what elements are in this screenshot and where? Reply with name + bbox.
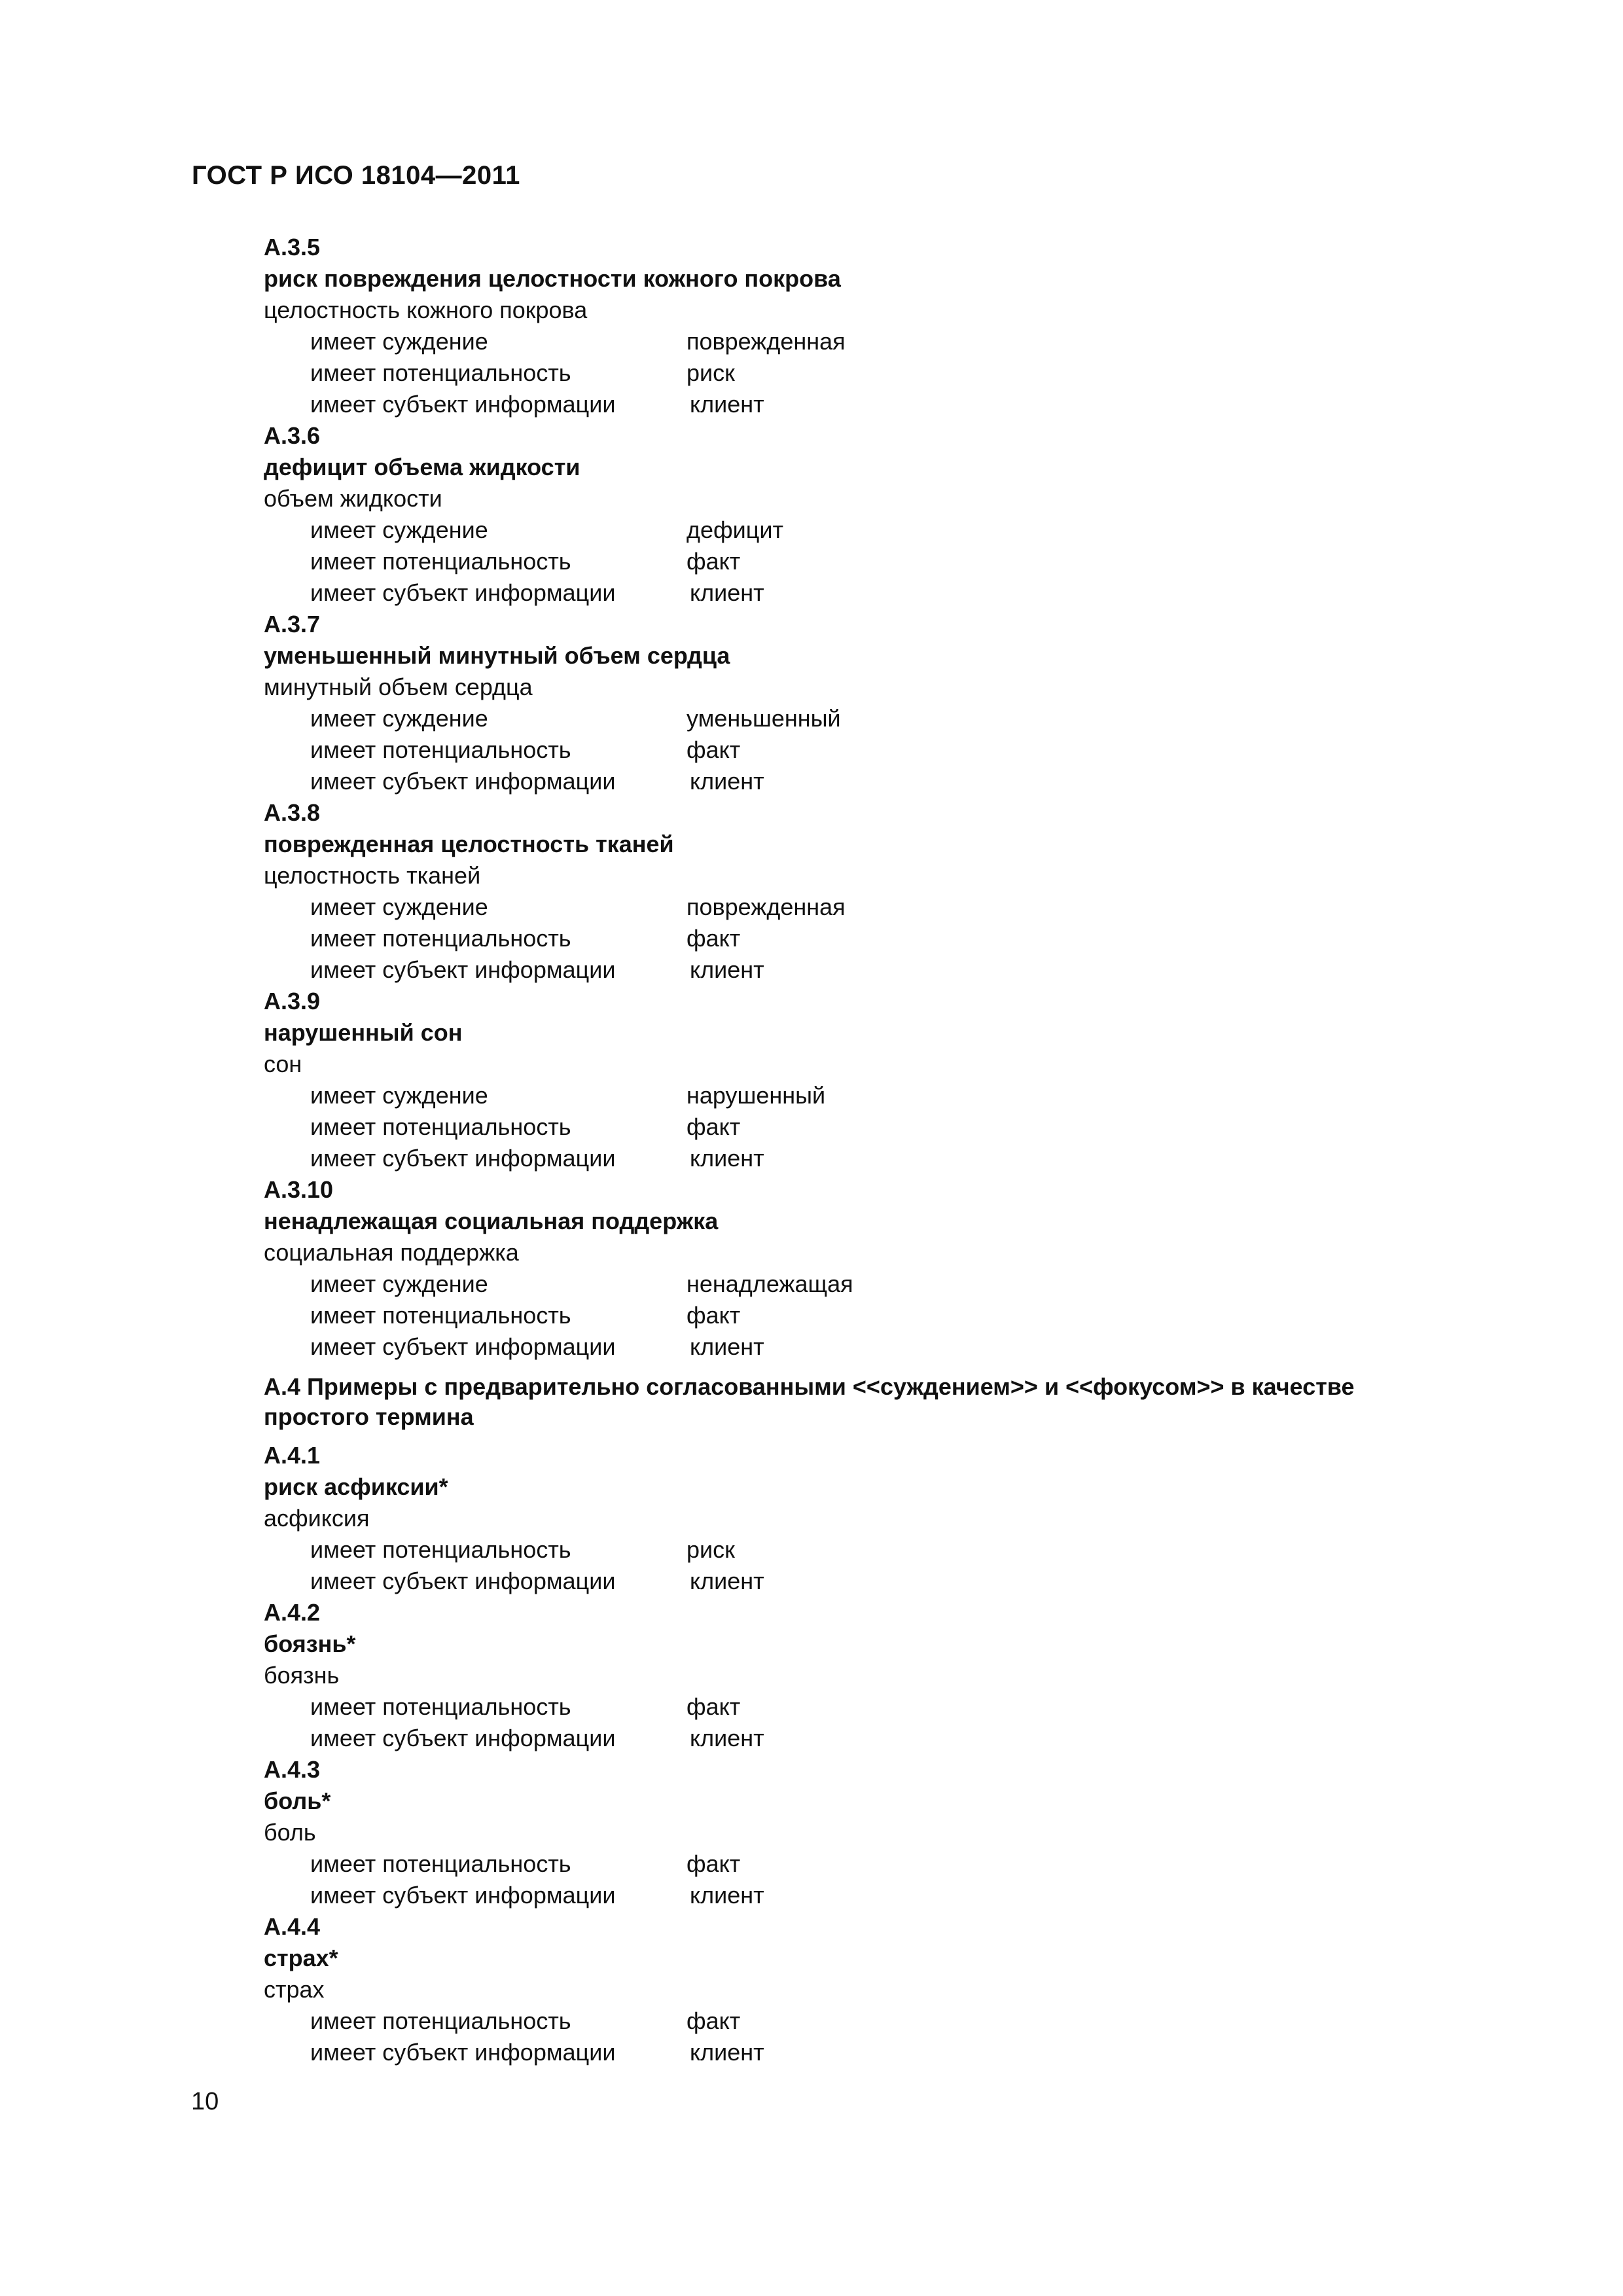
attribute-value: поврежденная [687,328,846,355]
entry-number: А.4.1 [264,1442,321,1469]
entry-focus: страх [264,1976,325,2003]
entry-a3-7 [264,609,1507,797]
entry-a3-8 [264,797,1507,986]
attribute-label: имеет потенциальность [310,359,571,386]
attribute-label: имеет субъект информации [310,1882,616,1909]
attribute-value: поврежденная [687,893,846,920]
document-header: ГОСТ Р ИСО 18104—2011 [192,161,520,190]
entry-focus: объем жидкости [264,485,442,512]
attribute-label: имеет суждение [310,1082,488,1109]
attribute-row-judgement [264,1268,1507,1300]
attribute-value: дефицит [687,516,783,543]
attribute-value: факт [687,1113,741,1140]
attribute-label: имеет потенциальность [310,1850,571,1877]
entry-term: ненадлежащая социальная поддержка [264,1208,719,1234]
entry-term: боль* [264,1787,331,1814]
entry-number: А.4.4 [264,1913,321,1940]
attribute-value: риск [687,1536,735,1563]
section-a4 [264,1372,1507,2068]
entry-term: страх* [264,1945,338,1971]
attribute-label: имеет потенциальность [310,1302,571,1329]
entry-focus: сон [264,1050,302,1077]
attribute-row-subject [264,954,1507,986]
attribute-value: клиент [690,1145,764,1172]
attribute-value: факт [687,2007,741,2034]
entry-focus: асфиксия [264,1505,370,1532]
entry-number: А.4.3 [264,1756,321,1783]
attribute-value: клиент [690,1882,764,1909]
attribute-label: имеет суждение [310,1270,488,1297]
entry-a3-9 [264,986,1507,1174]
attribute-row-subject [264,1880,1507,1911]
entry-number: А.3.7 [264,611,321,637]
attribute-row-potentiality [264,1848,1507,1880]
attribute-label: имеет субъект информации [310,1568,616,1594]
entry-number: А.3.8 [264,799,321,826]
entry-a4-1 [264,1440,1507,1597]
attribute-label: имеет субъект информации [310,579,616,606]
attribute-row-potentiality [264,1691,1507,1723]
attribute-row-judgement [264,891,1507,923]
attribute-value: клиент [690,956,764,983]
entry-focus: минутный объем сердца [264,673,533,700]
attribute-row-subject [264,2037,1507,2068]
attribute-row-judgement [264,514,1507,546]
entry-a4-4 [264,1911,1507,2068]
attribute-value: факт [687,925,741,952]
section-a3 [264,232,1507,1363]
entry-a4-2 [264,1597,1507,1754]
attribute-row-potentiality [264,1534,1507,1566]
attribute-row-potentiality [264,1111,1507,1143]
entry-number: А.4.2 [264,1599,321,1626]
entry-term: риск асфиксии* [264,1473,448,1500]
attribute-label: имеет потенциальность [310,1693,571,1720]
entry-number: А.3.10 [264,1176,334,1203]
entry-number: А.3.5 [264,234,321,260]
attribute-value: нарушенный [687,1082,826,1109]
attribute-label: имеет суждение [310,705,488,732]
attribute-label: имеет потенциальность [310,925,571,952]
attribute-label: имеет потенциальность [310,736,571,763]
attribute-value: клиент [690,768,764,795]
attribute-label: имеет субъект информации [310,956,616,983]
entry-focus: социальная поддержка [264,1239,519,1266]
attribute-label: имеет потенциальность [310,1536,571,1563]
attribute-row-judgement [264,326,1507,357]
attribute-value: ненадлежащая [687,1270,853,1297]
attribute-row-subject [264,1723,1507,1754]
entry-a3-5 [264,232,1507,420]
attribute-row-subject [264,1143,1507,1174]
attribute-label: имеет суждение [310,516,488,543]
attribute-value: факт [687,736,741,763]
attribute-value: факт [687,548,741,575]
attribute-label: имеет потенциальность [310,2007,571,2034]
attribute-label: имеет суждение [310,328,488,355]
attribute-row-potentiality [264,923,1507,954]
attribute-row-judgement [264,703,1507,734]
attribute-label: имеет потенциальность [310,548,571,575]
attribute-label: имеет субъект информации [310,1145,616,1172]
attribute-row-subject [264,766,1507,797]
entry-term: риск повреждения целостности кожного покрова [264,265,841,292]
attribute-value: факт [687,1302,741,1329]
attribute-label: имеет субъект информации [310,768,616,795]
entry-a4-3 [264,1754,1507,1911]
attribute-row-potentiality [264,546,1507,577]
attribute-row-potentiality [264,357,1507,389]
attribute-row-potentiality [264,2005,1507,2037]
entry-term: нарушенный сон [264,1019,463,1046]
attribute-row-judgement [264,1080,1507,1111]
attribute-label: имеет потенциальность [310,1113,571,1140]
attribute-row-potentiality [264,1300,1507,1331]
attribute-label: имеет субъект информации [310,1333,616,1360]
attribute-value: клиент [690,1333,764,1360]
section-heading: А.4 Примеры с предварительно согласованными <<суждением>> и <<фокусом>> в качестве простого термина [264,1373,1355,1430]
entry-term: поврежденная целостность тканей [264,831,674,857]
attribute-value: клиент [690,1725,764,1751]
attribute-label: имеет суждение [310,893,488,920]
attribute-value: риск [687,359,735,386]
attribute-label: имеет субъект информации [310,1725,616,1751]
entry-a3-6 [264,420,1507,609]
attribute-label: имеет субъект информации [310,391,616,418]
entry-focus: боль [264,1819,316,1846]
attribute-value: клиент [690,1568,764,1594]
page-number: 10 [191,2088,219,2115]
entry-number: А.3.6 [264,422,321,449]
attribute-row-subject [264,577,1507,609]
attribute-row-subject [264,1566,1507,1597]
attribute-value: клиент [690,2039,764,2066]
attribute-value: факт [687,1850,741,1877]
entry-term: боязнь* [264,1630,356,1657]
entry-number: А.3.9 [264,988,321,1014]
document-body [264,232,1507,2068]
attribute-row-potentiality [264,734,1507,766]
attribute-value: клиент [690,391,764,418]
attribute-row-subject [264,389,1507,420]
attribute-value: факт [687,1693,741,1720]
entry-focus: целостность тканей [264,862,481,889]
entry-term: дефицит объема жидкости [264,454,580,480]
attribute-value: уменьшенный [687,705,841,732]
entry-focus: целостность кожного покрова [264,296,588,323]
entry-focus: боязнь [264,1662,340,1689]
attribute-value: клиент [690,579,764,606]
attribute-label: имеет субъект информации [310,2039,616,2066]
entry-term: уменьшенный минутный объем сердца [264,642,730,669]
entry-a3-10 [264,1174,1507,1363]
attribute-row-subject [264,1331,1507,1363]
